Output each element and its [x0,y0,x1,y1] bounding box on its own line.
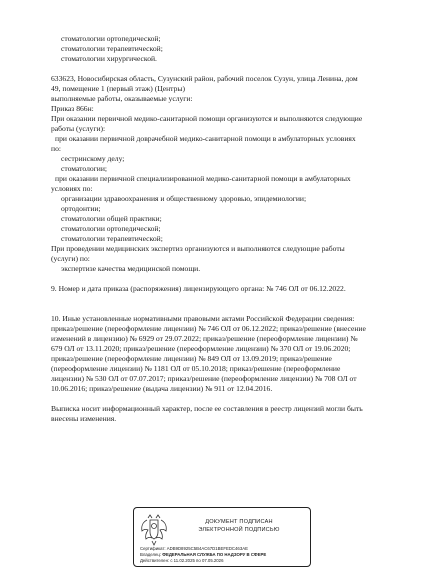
text-line: Выписка носит информационный характер, после ее составления в реестр лицензий могли быть [51,404,363,413]
text-line: 10. Иные установленные нормативными правовыми актами Российской Федерации сведения: [51,314,355,323]
text-line: лицензии) № 530 ОЛ от 07.07.2017; приказ/решение (переоформление лицензии) № 708 ОЛ от [51,374,357,383]
text-line: 679 ОЛ от 13.11.2020; приказ/решение (переоформление лицензии) № 370 ОЛ от 19.06.2020; [51,344,351,353]
text-line: работы (услуги): [51,124,106,133]
text-line: 10.06.2016; приказ/решение (выдача лицензии) № 911 от 12.04.2016. [51,384,273,393]
text-line: стоматологии терапевтической; [61,234,163,243]
text-line: условиях по: [51,184,93,193]
coat-of-arms-icon [139,512,169,548]
text-line: стоматологии хирургической. [61,54,157,63]
stamp-title-line1: ДОКУМЕНТ ПОДПИСАН [205,519,273,525]
text-line: При проведении медицинских экспертиз организуются и выполняются следующие работы [51,244,345,253]
text-line: изменений в лицензию) № 6929 от 29.07.2022; приказ/решение (переоформление лицензии) № [51,334,358,343]
text-line: организации здравоохранения и общественному здоровью, эпидемиологии; [61,194,307,203]
text-line: стоматологии; [61,164,108,173]
stamp-certificate-value: ADB9D8925C5B4AC67D1BEFEDC463AE [166,546,248,551]
text-line: ортодонтии; [61,204,101,213]
text-line: по: [51,144,61,153]
text-line: 633623, Новосибирская область, Сузунский район, рабочий поселок Сузун, улица Ленина, дом [51,74,358,83]
text-line: стоматологии терапевтической; [61,44,163,53]
stamp-certificate [140,546,306,551]
text-line: внесены изменения. [51,414,117,423]
stamp-validity: Действителен: с 11.02.2025 по 07.05.2026 [140,558,224,563]
text-line: экспертизе качества медицинской помощи. [61,264,201,273]
stamp-certificate-label: Сертификат: [140,546,166,551]
text-line: при оказании первичной доврачебной медико-санитарной помощи в амбулаторных условиях [55,134,356,143]
stamp-owner [140,552,306,557]
text-line: (переоформление лицензии) № 1181 ОЛ от 05.10.2018; приказ/решение (переоформление [51,364,341,373]
text-line: стоматологии ортопедической; [61,34,161,43]
text-line: стоматологии общей практики; [61,214,162,223]
text-line: при оказании первичной специализированной медико-санитарной помощи в амбулаторных [55,174,351,183]
text-line: выполняемые работы, оказываемые услуги: [51,94,193,103]
text-line: (услуги) по: [51,254,90,263]
stamp-owner-label: Владелец: [140,552,162,557]
text-line: сестринскому делу; [61,154,125,163]
electronic-signature-stamp [133,507,311,567]
stamp-owner-value: ФЕДЕРАЛЬНАЯ СЛУЖБА ПО НАДЗОРУ В СФЕРЕ [162,552,267,557]
text-line: 9. Номер и дата приказа (распоряжения) лицензирующего органа: № 746 ОЛ от 06.12.2022. [51,284,346,293]
stamp-title-line2: ЭЛЕКТРОННОЙ ПОДПИСЬЮ [198,527,280,533]
text-line: стоматологии ортопедической; [61,224,161,233]
text-line: приказ/решение (переоформление лицензии) № 849 ОЛ от 13.09.2019; приказ/решение [51,354,332,363]
text-line: Приказ 866н: [51,104,94,113]
text-line: При оказании первичной медико-санитарной помощи организуются и выполняются следующие [51,114,363,123]
text-line: приказ/решение (переоформление лицензии) № 746 ОЛ от 06.12.2022; приказ/решение (внесение [51,324,366,333]
text-line: 49, помещение 1 (первый этаж) (Центры) [51,84,186,93]
